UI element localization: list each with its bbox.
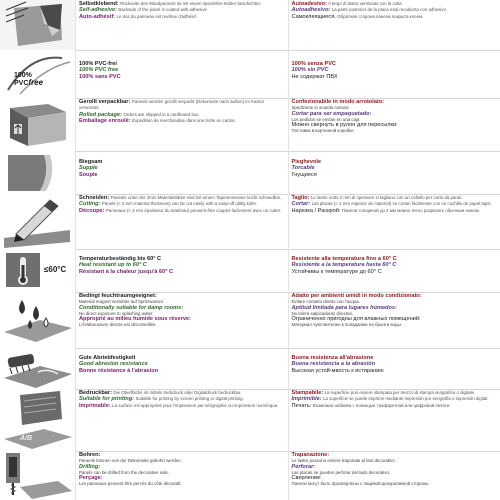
property-note-fr: Les panneaux peuvent être percés du côté décoratif. <box>79 481 182 487</box>
property-title-es: Resistente a la temperatura hasta 60° C <box>291 262 397 269</box>
property-title-es: Cortar: <box>291 201 311 208</box>
property-title-en: 100% PVC free <box>79 67 119 74</box>
property-title-en: Rolled package: <box>79 111 122 118</box>
property-title-fr: Souple <box>79 171 98 178</box>
left-text-column <box>75 249 288 292</box>
property-title-it: Stampabile: <box>291 390 324 396</box>
property-row-abrasion <box>0 348 500 390</box>
property-row-drilling <box>0 451 500 500</box>
property-title-de: Gute Abriebfestigkeit <box>79 355 136 361</box>
property-note-ru: Панели толщиной до 2 мм можно легко разрезать обычным ножом. <box>341 207 480 213</box>
property-title-ru: Ограниченно пригодны для влажных помещений: <box>291 316 421 322</box>
left-text-column <box>75 98 288 151</box>
left-text-column <box>75 451 288 500</box>
property-title-de: Temperaturbeständig bis 60° C <box>79 256 162 262</box>
property-note-fr: L'éclaboussure directe est déconseillée. <box>79 322 157 328</box>
self-adhesive-peel-icon <box>0 0 75 50</box>
property-title-es: Torcable <box>291 165 315 172</box>
property-row-pvc-free <box>0 50 500 99</box>
left-text-column <box>75 151 288 194</box>
property-title-en: Heat resistant up to 60° C <box>79 262 147 269</box>
property-note-it: Le lastre possono essere traponate al lato decorativo <box>291 458 395 464</box>
property-note-en: Backside of the panel is coated with adhesive <box>118 7 207 13</box>
property-row-self-adhesive <box>0 0 500 51</box>
property-note-en: Panels (< 2 mm material thickness) can be cut easily with a snap-off utility knife. <box>101 201 258 207</box>
property-note-fr: Expédition de merchandise dans une boîte en carton. <box>132 117 237 123</box>
abrasion-brush-icon <box>0 348 75 389</box>
property-note-fr: Panneaux (< 2 mm épaisseur du matériau) peuvent être coupés facilement avec un cutter. <box>105 207 282 213</box>
property-title-ru: Самоклеящиеся. <box>291 13 336 20</box>
property-title-es: Imprimible: <box>291 396 322 403</box>
left-text-column <box>75 292 288 348</box>
knife-cutting-icon <box>0 194 75 249</box>
property-title-en: Good abrasion resistance <box>79 361 148 368</box>
property-note-ru: Поставка в картонной коробке. <box>291 128 355 134</box>
property-title-de: Selbstklebend: <box>79 1 119 7</box>
property-title-es: Cortar para ser empaquetado: <box>291 110 372 117</box>
property-note-de: Paneele unter der 2mm Materialstärke sind mit einem Tapetenmesser leicht schneidbar. <box>110 195 282 200</box>
property-note-fr: Le dos du panneau est revêtue d'adhésif. <box>116 13 197 19</box>
right-text-column <box>288 194 500 249</box>
printable-sheet-icon <box>0 389 75 451</box>
property-title-de: Bohren: <box>79 452 101 458</box>
property-title-de: Schneiden: <box>79 195 110 201</box>
property-note-en: Orders are shipped in a cardboard box. <box>123 111 200 117</box>
bendable-panel-icon <box>0 151 75 194</box>
property-title-fr: Résistant à la chaleur jusqu'à 60° C <box>79 268 174 275</box>
pvc-free-icon <box>0 50 75 98</box>
property-row-heat-resistant <box>0 249 500 293</box>
temperature-limit-label: ≤60°C <box>44 265 67 274</box>
property-title-es: Aptitud limitada para lugares húmedos: <box>291 304 397 311</box>
property-title-de: Biegsam <box>79 159 103 165</box>
property-title-fr: 100% sans PVC <box>79 73 121 80</box>
property-title-en: Suitable for printing: <box>79 396 135 403</box>
property-row-supple <box>0 151 500 195</box>
property-title-ru: Нарезка / Раскрой: <box>291 207 341 214</box>
property-note-de: Paneele werden gerollt verpackt (Dekorseite nach außen) im Karton versendet. <box>79 99 265 111</box>
property-title-it: 100% senza PVC <box>291 61 336 67</box>
property-note-it: Le lastre sotto 2 mm di spessore si tagliano con un coltello per carte da parati. <box>310 195 463 200</box>
property-note-ru: Материал чувствителен к попаданию на брызги воды. <box>291 322 402 328</box>
right-text-column <box>288 348 500 389</box>
property-title-es: Perforar: <box>291 463 316 470</box>
property-row-damp-rooms <box>0 292 500 349</box>
property-note-en: No direct exposure to splashing water. <box>79 310 154 316</box>
right-text-column <box>288 98 500 151</box>
property-title-en: Drilling: <box>79 463 101 470</box>
print-sample-label: A/B <box>20 435 33 442</box>
right-text-column <box>288 249 500 292</box>
property-note-es: Las placas (< 2 mm espesor de material) se cortan fácilmente con un cuchillo de papel tapiz. <box>311 201 492 207</box>
right-text-column <box>288 389 500 451</box>
property-row-rolled-package <box>0 98 500 152</box>
property-note-es: Los pedidos se envían en una caja <box>291 116 360 122</box>
property-title-es: 100% sin PVC <box>291 67 329 74</box>
property-note-en: Panels can be drilled from the decorative side. <box>79 469 170 475</box>
property-title-it: Resistente alla temperatura fino a 60° C <box>291 256 397 262</box>
property-title-fr: Approprié au milieu humide sous réserve: <box>79 316 191 322</box>
property-note-es: Las placas se pueden perforar del lado decorativo. <box>291 469 391 475</box>
property-note-ru: Обратная сторона панели покрыта клеем. <box>337 13 424 19</box>
property-note-it: La superficie può essere stampata per mezzo di stampa serigrafica o digitale. <box>324 390 476 395</box>
property-title-de: Gerollt verpackbar: <box>79 99 131 105</box>
property-title-ru: Не содержат ПВХ <box>291 73 338 80</box>
right-text-column <box>288 0 500 50</box>
property-title-fr: Découpe: <box>79 207 105 214</box>
property-title-en: Self-adhesive: <box>79 7 117 14</box>
left-text-column <box>75 194 288 249</box>
property-title-fr: Emballage enroulé: <box>79 117 131 124</box>
property-title-es: Autoadhesivo: <box>291 7 331 14</box>
property-note-it: Il tergo di lastra verniciato con la colla. <box>328 1 403 6</box>
drill-icon <box>0 451 75 500</box>
property-title-it: Confezionabile in modo arrotolato: <box>291 99 385 105</box>
property-title-de: 100% PVC-frei <box>79 61 117 67</box>
property-title-it: Pieghevole <box>291 159 322 165</box>
property-title-ru: Печать: <box>291 402 312 409</box>
property-title-fr: Imprimable: <box>79 402 111 409</box>
right-text-column <box>288 151 500 194</box>
property-title-ru: Высокая устой-мвость к истиранию <box>291 367 384 374</box>
property-title-es: Buena resistencia a la abrasión <box>291 361 376 368</box>
property-note-de: Die Oberfläche ist mittels Siebdruck oder Digitaldruck bedruckbar. <box>113 390 242 395</box>
water-drops-icon <box>0 292 75 348</box>
property-note-it: Evitare contatto diretto con l'acqua. <box>291 299 360 305</box>
property-row-printing <box>0 389 500 452</box>
property-note-es: La superficie se puede imprimir mediante impresión por serigrafía o impresión digital. <box>323 396 489 402</box>
property-note-es: La parte posterior de la placa está recubierta con adhesivo <box>331 7 447 13</box>
left-text-column <box>75 389 288 451</box>
property-title-de: Bedingt feuchtraumgeeignet: <box>79 293 157 299</box>
left-text-column <box>75 50 288 98</box>
property-title-ru: Гнущиеся <box>291 171 317 178</box>
right-text-column <box>288 292 500 348</box>
property-title-fr: Perçage: <box>79 475 103 481</box>
property-title-it: Taglio: <box>291 195 310 201</box>
rolled-package-icon <box>0 98 75 151</box>
property-title-it: Adatto per ambienti umidi in modo condizionato: <box>291 293 422 299</box>
property-note-es: No tolera salpicaduras directas. <box>291 310 353 316</box>
thermometer-icon <box>0 249 75 292</box>
property-note-de: Paneele können von der Dekorseite gebohrt werden. <box>79 458 182 464</box>
property-title-it: Trapanazione: <box>291 452 330 458</box>
property-note-ru: Панели могут быть просверлены с лицевой декоративной стороны. <box>291 481 430 487</box>
property-title-it: Autoadesivo: <box>291 1 327 7</box>
property-note-de: Material reagiert sensibler auf Spritzwasser. <box>79 299 165 305</box>
property-title-ru: Можно свернуть в рулон для пересылки: <box>291 122 398 128</box>
property-title-fr: Bonne résistance à l'abrasion <box>79 367 159 374</box>
property-title-it: Buona resistenza all'abrasione <box>291 355 374 361</box>
property-row-cutting <box>0 194 500 250</box>
property-note-ru: Возможна набивка с помощью трафаретной или цифровой печати. <box>312 402 451 408</box>
property-title-en: Cutting: <box>79 201 101 208</box>
property-title-fr: Auto-adhésif: <box>79 13 116 20</box>
left-text-column <box>75 0 288 50</box>
property-note-en: Suitable for printing by screen printing or digital printing. <box>135 396 244 402</box>
pvc-free-label: 100% PVCfree <box>14 72 44 87</box>
property-note-it: Spedizione in scatola cartone <box>291 105 349 111</box>
right-text-column <box>288 50 500 98</box>
property-note-de: Rückseite des Wandpaneels ist mit einem speziellen Kleber beschichtet. <box>120 1 261 6</box>
property-title-ru: Устойчивы к температуре до 60° C <box>291 268 382 275</box>
right-text-column <box>288 451 500 500</box>
left-text-column <box>75 348 288 389</box>
property-title-de: Bedruckbar: <box>79 390 112 396</box>
property-title-en: Supple <box>79 165 98 172</box>
property-title-en: Conditionally suitable for damp rooms: <box>79 304 184 311</box>
property-note-fr: La surface est appropriée pour l'impression par sérigraphie ou impression numérique. <box>112 402 279 408</box>
property-title-ru: Сверление: <box>291 475 322 481</box>
